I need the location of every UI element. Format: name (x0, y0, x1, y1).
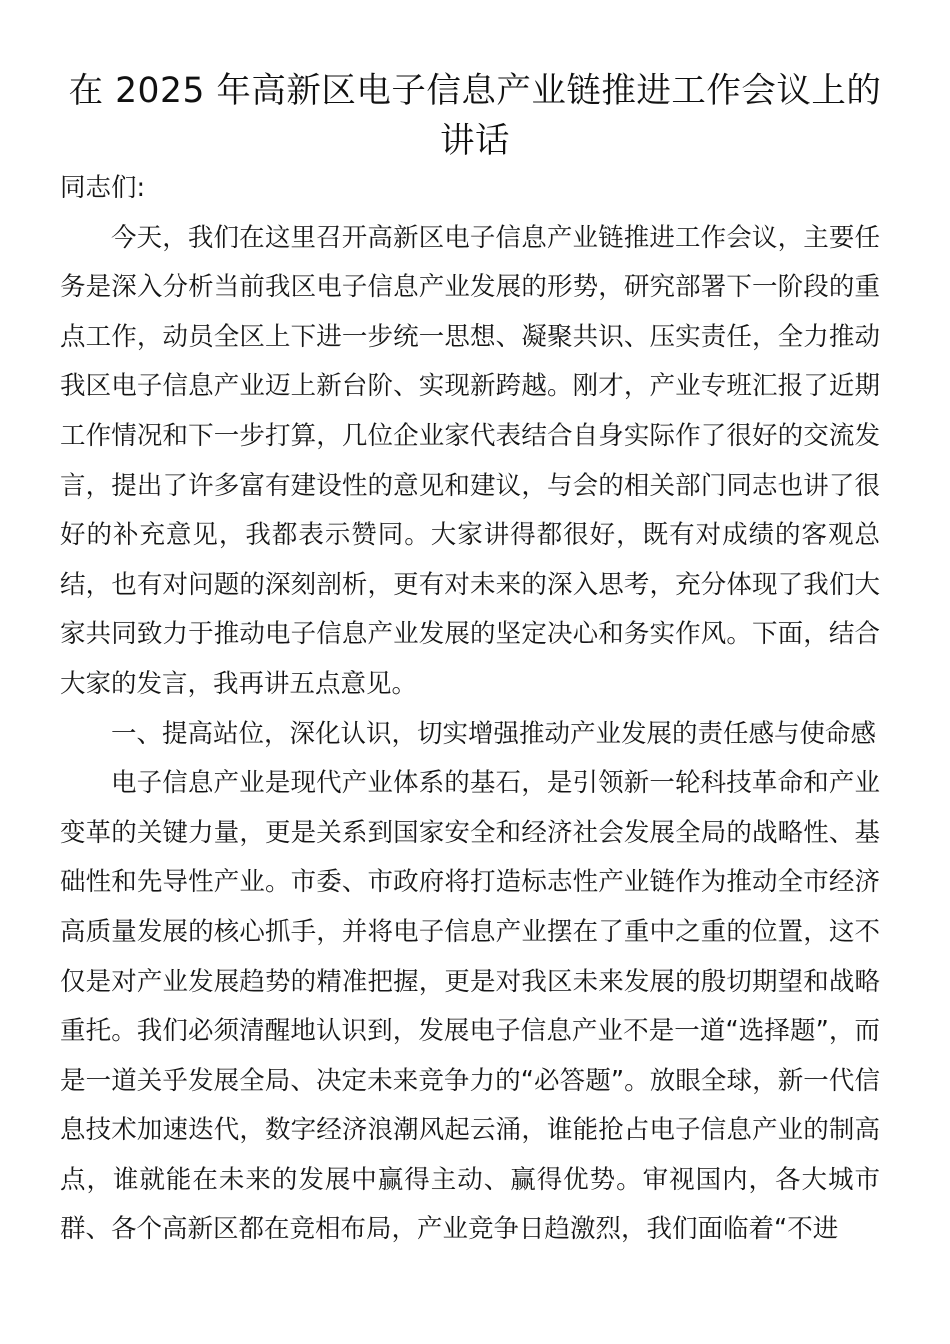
paragraph: 今天，我们在这里召开高新区电子信息产业链推进工作会议，主要任务是深入分析当前我区电子信息产业发展的形势，研究部署下一阶段的重点工作，动员全区上下进一步统一思想、凝聚共识、压实责任，全力推动我区电子信息产业迈上新台阶、实现新跨越。刚才，产业专班汇报了近期工作情况和下一步打算，几位企业家代表结合自身实际作了很好的交流发言，提出了许多富有建设性的意见和建议，与会的相关部门同志也讲了很好的补充意见，我都表示赞同。大家讲得都很好，既有对成绩的客观总结，也有对问题的深刻剖析，更有对未来的深入思考，充分体现了我们大家共同致力于推动电子信息产业发展的坚定决心和务实作风。下面，结合大家的发言，我再讲五点意见。 (60, 222, 880, 699)
document-title: 在 2025 年高新区电子信息产业链推进工作会议上的讲话 (68, 71, 882, 161)
document-body (60, 164, 880, 1255)
greeting: 同志们: (60, 173, 146, 203)
section-heading: 一、提高站位，深化认识，切实增强推动产业发展的责任感与使命感 (111, 718, 877, 749)
paragraph: 电子信息产业是现代产业体系的基石，是引领新一轮科技革命和产业变革的关键力量，更是关系到国家安全和经济社会发展全局的战略性、基础性和先导性产业。市委、市政府将打造标志性产业链作为推动全市经济高质量发展的核心抓手，并将电子信息产业摆在了重中之重的位置，这不仅是对产业发展趋势的精准把握，更是对我区未来发展的殷切期望和战略重托。我们必须清醒地认识到，发展电子信息产业不是一道“选择题”，而是一道关乎发展全局、决定未来竞争力的“必答题”。放眼全球，新一代信息技术加速迭代，数字经济浪潮风起云涌，谁能抢占电子信息产业的制高点，谁就能在未来的发展中赢得主动、赢得优势。审视国内，各大城市群、各个高新区都在竞相布局，产业竞争日趋激烈，我们面临着“不进 (60, 768, 880, 1245)
